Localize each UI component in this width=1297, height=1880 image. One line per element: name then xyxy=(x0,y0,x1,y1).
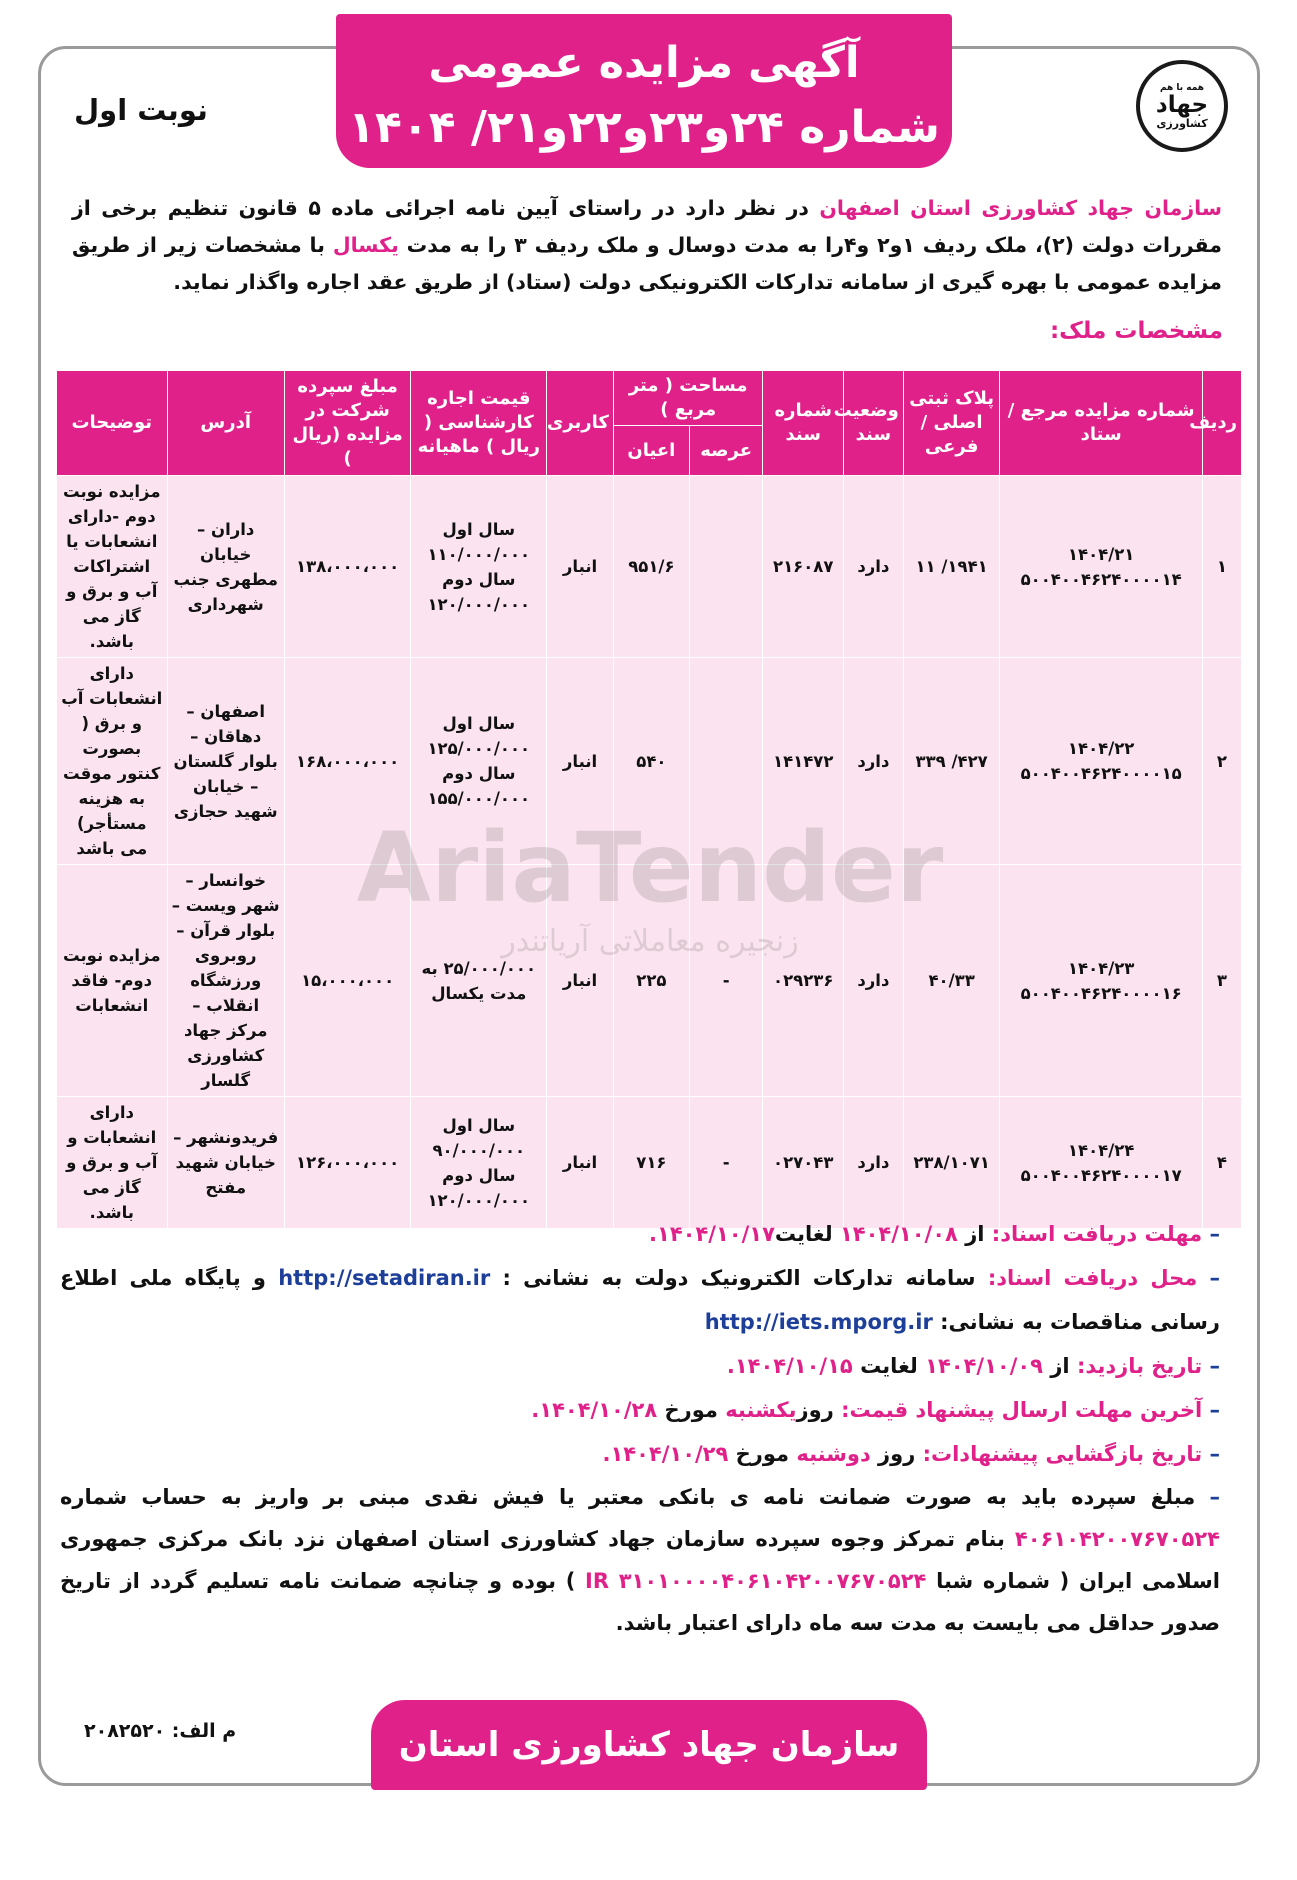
cell-ref-1: ۱۴۰۴/۲۱ xyxy=(1067,544,1135,564)
notice-header xyxy=(336,14,952,168)
cell-doc-status: دارد xyxy=(843,1097,903,1229)
dash-icon: – xyxy=(1202,1222,1220,1246)
header-usage: کاربری xyxy=(547,371,614,476)
deposit-account: ۴۰۶۱۰۴۲۰۰۷۶۷۰۵۲۴ xyxy=(1014,1527,1220,1551)
cell-doc-status: دارد xyxy=(843,865,903,1097)
deadline-end: ۱۴۰۴/۱۰/۱۷. xyxy=(649,1222,775,1246)
note-open xyxy=(60,1432,1220,1476)
property-table xyxy=(56,370,1242,1229)
spec-heading: مشخصات ملک: xyxy=(1049,318,1223,344)
header-area: مساحت ( متر مربع ) xyxy=(613,371,763,426)
cell-ref xyxy=(1000,865,1202,1097)
cell-deposit: ۱۶۸،۰۰۰،۰۰۰ xyxy=(284,658,411,865)
intro-org: سازمان جهاد کشاورزی استان اصفهان xyxy=(819,196,1222,220)
open-label: تاریخ بازگشایی پیشنهادات: xyxy=(922,1442,1203,1466)
header-notes: توضیحات xyxy=(57,371,168,476)
cell-price: سال اول ۱۲۵/۰۰۰/۰۰۰ سال دوم ۱۵۵/۰۰۰/۰۰۰ xyxy=(411,658,547,865)
cell-usage: انبار xyxy=(547,865,614,1097)
cell-price: سال اول ۹۰/۰۰۰/۰۰۰ سال دوم ۱۲۰/۰۰۰/۰۰۰ xyxy=(411,1097,547,1229)
notice-title: آگهی مزایده عمومی xyxy=(428,38,860,88)
offer-label: آخرین مهلت ارسال پیشنهاد قیمت: xyxy=(841,1398,1203,1422)
header-doc-no: شماره سند xyxy=(763,371,844,476)
cell-notes: دارای انشعابات آب و برق ( بصورت کنتور موقت به هزینه مستأجر) می باشد xyxy=(57,658,168,865)
cell-address: خوانسار – شهر ویست – بلوار قرآن – روبروی ورزشگاه انقلاب – مرکز جهاد کشاورزی گلسار xyxy=(167,865,284,1097)
table-row xyxy=(57,476,1242,658)
cell-ref xyxy=(1000,658,1202,865)
turn-label: نوبت اول xyxy=(74,93,208,127)
cell-ref-1: ۱۴۰۴/۲۳ xyxy=(1067,958,1135,978)
cell-ref-1: ۱۴۰۴/۲۴ xyxy=(1067,1140,1135,1160)
cell-ref-2: ۵۰۰۴۰۰۴۶۲۴۰۰۰۰۱۶ xyxy=(1020,983,1182,1003)
cell-usage: انبار xyxy=(547,1097,614,1229)
notice-number: شماره ۲۴و۲۳و۲۲و۲۱/ ۱۴۰۴ xyxy=(348,102,940,153)
cell-address: فریدونشهر – خیابان شهید مفتح xyxy=(167,1097,284,1229)
cell-row: ۱ xyxy=(1202,476,1241,658)
visit-end: ۱۴۰۴/۱۰/۱۵. xyxy=(726,1354,853,1378)
logo-top-text: همه با هم xyxy=(1159,82,1205,93)
note-visit xyxy=(60,1344,1220,1388)
place-text: سامانه تدارکات الکترونیک دولت به نشانی : xyxy=(502,1266,976,1290)
logo-main-text: جهاد xyxy=(1155,91,1209,118)
cell-plaque: ۴۲۷/ ۳۳۹ xyxy=(903,658,1000,865)
cell-ref-1: ۱۴۰۴/۲۲ xyxy=(1067,739,1135,758)
header-plaque: پلاک ثبتی اصلی / فرعی xyxy=(903,371,1000,476)
deadline-start: ۱۴۰۴/۱۰/۰۸ xyxy=(839,1222,958,1246)
deadline-to: لغایت xyxy=(774,1222,833,1246)
cell-land: - xyxy=(689,865,763,1097)
table-row xyxy=(57,1097,1242,1229)
cell-doc-status: دارد xyxy=(843,658,903,865)
header-price: قیمت اجاره کارشناسی ( ریال ) ماهیانه xyxy=(411,371,547,476)
dash-icon: – xyxy=(1202,1398,1220,1422)
cell-plaque: ۱۹۴۱/ ۱۱ xyxy=(903,476,1000,658)
note-place xyxy=(60,1256,1220,1344)
intro-highlight: یکسال xyxy=(332,233,399,257)
cell-ref xyxy=(1000,476,1202,658)
cell-ref-2: ۵۰۰۴۰۰۴۶۲۴۰۰۰۰۱۴ xyxy=(1020,569,1182,589)
cell-plaque: ۴۰/۳۳ xyxy=(903,865,1000,1097)
deposit-text-1: مبلغ سپرده باید به صورت ضمانت نامه ی بانکی معتبر یا فیش نقدی مبنی بر واریز به حساب شماره xyxy=(60,1485,1196,1509)
open-date: ۱۴۰۴/۱۰/۲۹. xyxy=(602,1442,729,1466)
cell-usage: انبار xyxy=(547,476,614,658)
cell-deposit: ۱۳۸،۰۰۰،۰۰۰ xyxy=(284,476,411,658)
cell-price: سال اول ۱۱۰/۰۰۰/۰۰۰ سال دوم ۱۲۰/۰۰۰/۰۰۰ xyxy=(411,476,547,658)
note-offer xyxy=(60,1388,1220,1432)
offer-day-pre: روز xyxy=(796,1398,834,1422)
visit-label: تاریخ بازدید: xyxy=(1076,1354,1203,1378)
cell-address: اصفهان – دهاقان – بلوار گلستان – خیابان شهید حجازی xyxy=(167,658,284,865)
offer-date-pre: مورخ xyxy=(664,1398,718,1422)
cell-doc-no: ۰۲۷۰۴۳ xyxy=(763,1097,844,1229)
table-row xyxy=(57,865,1242,1097)
reference-number: م الف: ۲۰۸۲۵۲۰ xyxy=(84,1720,237,1742)
cell-building: ۷۱۶ xyxy=(613,1097,689,1229)
offer-day: یکشنبه xyxy=(725,1398,797,1422)
dash-icon: – xyxy=(1195,1485,1221,1509)
deadline-from: از xyxy=(965,1222,985,1246)
cell-doc-no: ۱۴۱۴۷۲ xyxy=(763,658,844,865)
deposit-text-2: بنام تمرکز وجوه سپرده سازمان جهاد کشاورزی استان اصفهان نزد بانک مرکزی جمهوری اسلامی ایران ( شماره شبا xyxy=(60,1527,1221,1593)
deadline-label: مهلت دریافت اسناد: xyxy=(991,1222,1203,1246)
notes-section xyxy=(60,1212,1220,1644)
header-row: ردیف xyxy=(1202,371,1241,476)
cell-ref-2: ۵۰۰۴۰۰۴۶۲۴۰۰۰۰۱۷ xyxy=(1020,1165,1182,1185)
header-land: عرصه xyxy=(689,426,763,476)
cell-deposit: ۱۵،۰۰۰،۰۰۰ xyxy=(284,865,411,1097)
intro-text-1: در نظر دارد در راستای آیین نامه اجرائی ماده ۵ قانون تنظیم برخی از مقررات دولت (۲)، ملک ردیف ۱و۲ و۴را به مدت دوسال و ملک ردیف ۳ را به مدت xyxy=(72,196,1223,257)
offer-date: ۱۴۰۴/۱۰/۲۸. xyxy=(531,1398,658,1422)
cell-address: داران – خیابان مطهری جنب شهرداری xyxy=(167,476,284,658)
open-day-pre: روز xyxy=(878,1442,916,1466)
dash-icon: – xyxy=(1202,1442,1220,1466)
cell-usage: انبار xyxy=(547,658,614,865)
cell-land: - xyxy=(689,1097,763,1229)
cell-notes: دارای انشعابات و آب و برق و گاز می باشد. xyxy=(57,1097,168,1229)
place-label: محل دریافت اسناد: xyxy=(987,1266,1198,1290)
cell-row: ۲ xyxy=(1202,658,1241,865)
header-deposit: مبلغ سپرده شرکت در مزایده (ریال ) xyxy=(284,371,411,476)
cell-row: ۳ xyxy=(1202,865,1241,1097)
cell-doc-no: ۲۱۶۰۸۷ xyxy=(763,476,844,658)
cell-building: ۹۵۱/۶ xyxy=(613,476,689,658)
place-url-1[interactable]: http://setadiran.ir xyxy=(278,1266,491,1290)
table-row xyxy=(57,658,1242,865)
cell-land xyxy=(689,476,763,658)
cell-ref-2: ۵۰۰۴۰۰۴۶۲۴۰۰۰۰۱۵ xyxy=(1020,764,1182,783)
footer-banner: سازمان جهاد کشاورزی استان اصفهان xyxy=(371,1700,927,1790)
visit-to: لغایت xyxy=(860,1354,918,1378)
jahad-logo-icon xyxy=(1136,60,1228,152)
cell-price: ۲۵/۰۰۰/۰۰۰ به مدت یکسال xyxy=(411,865,547,1097)
note-deadline xyxy=(60,1212,1220,1256)
open-day: دوشنبه xyxy=(796,1442,871,1466)
open-date-pre: مورخ xyxy=(735,1442,790,1466)
header-doc-status: وضعیت سند xyxy=(843,371,903,476)
header-address: آدرس xyxy=(167,371,284,476)
cell-deposit: ۱۲۶،۰۰۰،۰۰۰ xyxy=(284,1097,411,1229)
cell-building: ۵۴۰ xyxy=(613,658,689,865)
cell-plaque: ۲۳۸/۱۰۷۱ xyxy=(903,1097,1000,1229)
header-ref: شماره مزایده مرجع /ستاد xyxy=(1000,371,1202,476)
place-text-2: و پایگاه ملی اطلاع رسانی مناقصات به نشانی: xyxy=(60,1266,1220,1334)
cell-row: ۴ xyxy=(1202,1097,1241,1229)
intro-paragraph xyxy=(72,190,1222,301)
cell-doc-no: ۰۲۹۲۳۶ xyxy=(763,865,844,1097)
cell-ref xyxy=(1000,1097,1202,1229)
deposit-text-3: ) بوده و چنانچه ضمانت نامه تسلیم گردد از تاریخ صدور حداقل می بایست به مدت سه ماه دارای اعتبار باشد. xyxy=(60,1569,1220,1635)
cell-doc-status: دارد xyxy=(843,476,903,658)
cell-land xyxy=(689,658,763,865)
visit-start: ۱۴۰۴/۱۰/۰۹ xyxy=(925,1354,1044,1378)
header-building: اعیان xyxy=(613,426,689,476)
deposit-sheba: IR ۳۱۰۱۰۰۰۰۴۰۶۱۰۴۲۰۰۷۶۷۰۵۲۴ xyxy=(585,1569,927,1593)
place-url-2[interactable]: http://iets.mporg.ir xyxy=(704,1310,933,1334)
cell-notes: مزایده نوبت دوم -دارای انشعابات یا اشتراکات آب و برق و گاز می باشد. xyxy=(57,476,168,658)
visit-from: از xyxy=(1050,1354,1070,1378)
note-deposit xyxy=(60,1476,1220,1644)
logo-sub-text: کشاورزی xyxy=(1156,116,1208,130)
cell-notes: مزایده نوبت دوم- فاقد انشعابات xyxy=(57,865,168,1097)
intro-text-2: با مشخصات زیر از طریق مزایده عمومی با بهره گیری از سامانه تدارکات الکترونیکی دولت (ستاد) از طریق عقد اجاره واگذار نماید. xyxy=(72,233,1222,294)
dash-icon: – xyxy=(1197,1266,1221,1290)
cell-building: ۲۲۵ xyxy=(613,865,689,1097)
dash-icon: – xyxy=(1202,1354,1220,1378)
